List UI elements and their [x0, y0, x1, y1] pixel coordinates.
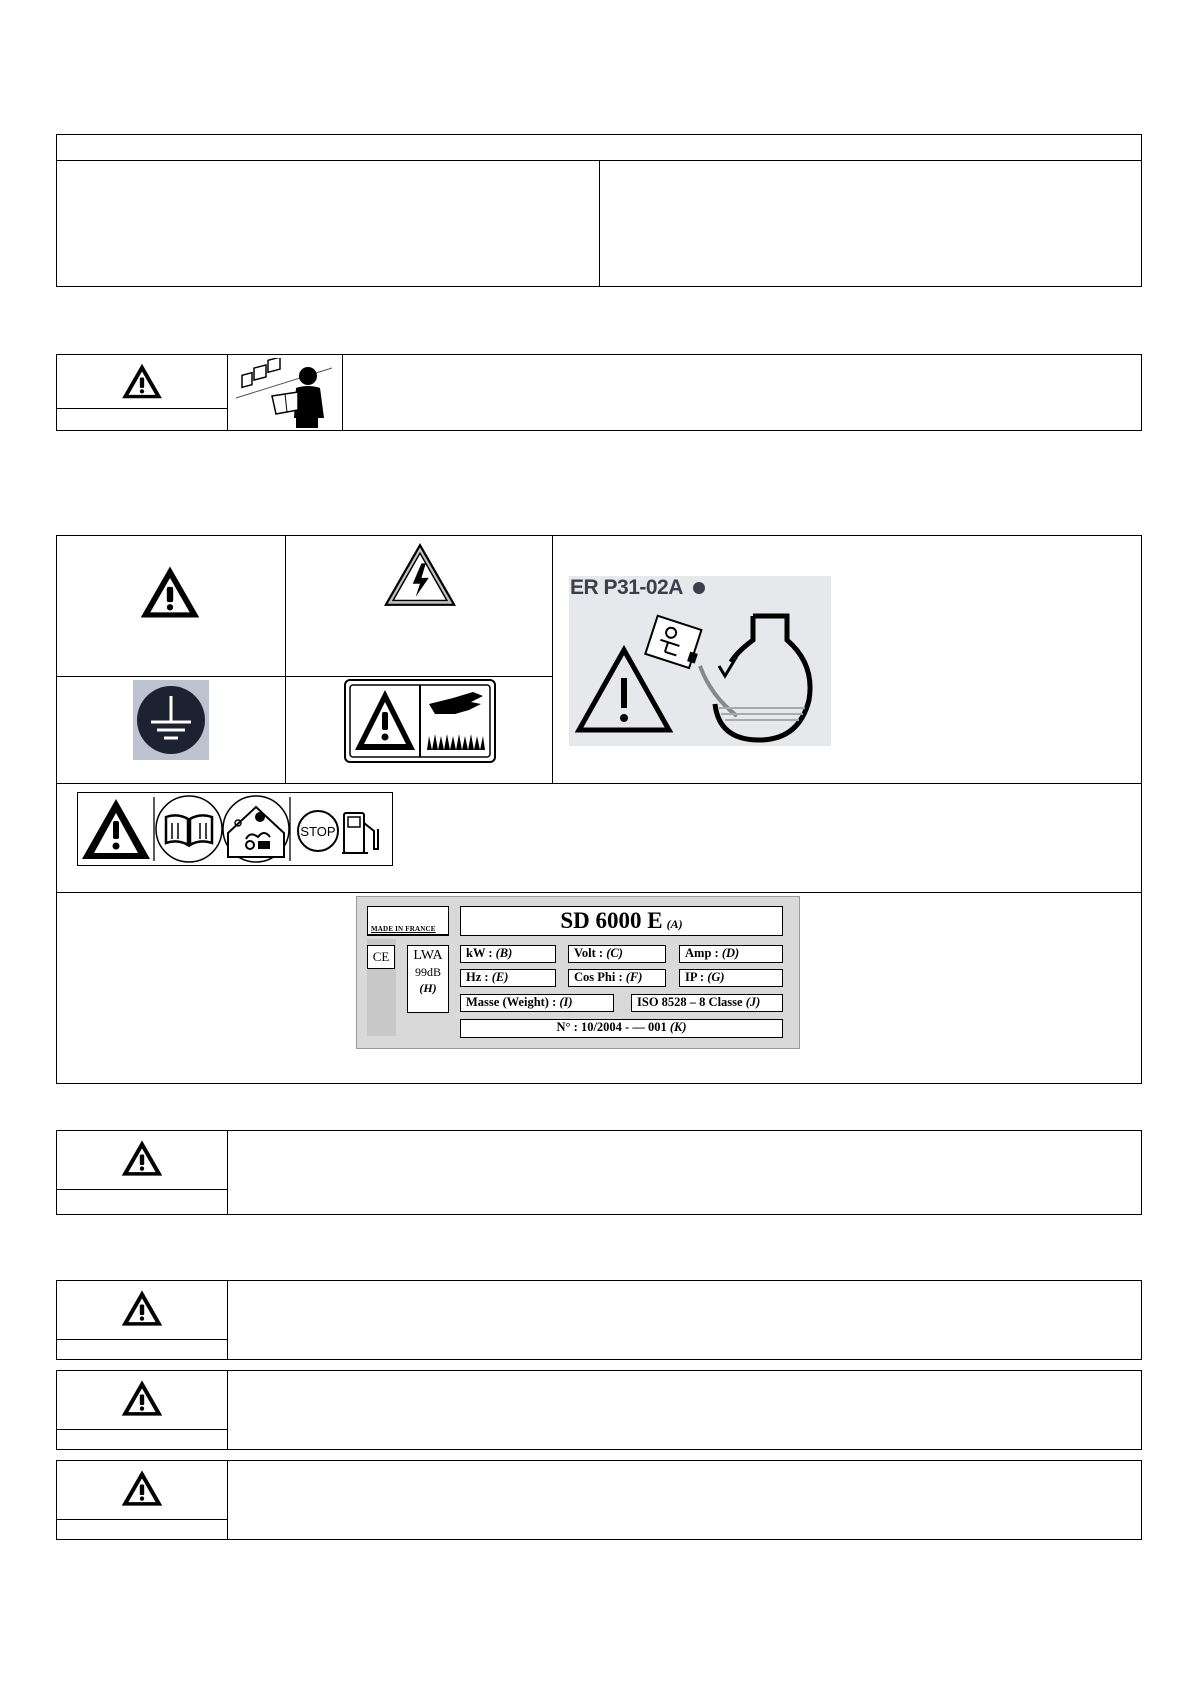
read-manual-icon [156, 796, 222, 862]
hz-cell [460, 969, 556, 987]
amp-ref: (D) [721, 946, 740, 960]
er-label-code: ER P31-02A [570, 576, 683, 599]
warning-triangle-icon [120, 1468, 164, 1508]
ip-label: IP : [685, 970, 705, 984]
cosphi-cell [568, 969, 666, 987]
cell-divider [342, 354, 343, 431]
warning-row-1 [56, 354, 1142, 431]
cell-divider [56, 1429, 227, 1430]
kw-label: kW : [466, 946, 493, 960]
warning-row-5 [56, 1460, 1142, 1540]
cell-divider [227, 1280, 228, 1360]
ip-ref: (G) [707, 970, 725, 984]
warning-triangle-icon [120, 1138, 164, 1178]
lwa-label: LWA [413, 948, 443, 963]
amp-cell [679, 945, 783, 963]
stop-before-refuel-icon [298, 811, 378, 853]
volt-ref: (C) [606, 946, 623, 960]
warning-row-3 [56, 1280, 1142, 1360]
high-voltage-icon [383, 543, 457, 607]
serial-cell [460, 1019, 783, 1038]
cell-divider [56, 1339, 227, 1340]
lwa-ref: (H) [419, 981, 437, 995]
warning-triangle-icon [120, 362, 164, 400]
ip-cell [679, 969, 783, 987]
cosphi-ref: (F) [625, 970, 643, 984]
volt-label: Volt : [574, 946, 604, 960]
cell-divider [56, 892, 1142, 893]
cell-divider [56, 783, 1142, 784]
cell-divider [285, 535, 286, 783]
made-in-france-label: MADE IN FRANCE [371, 925, 436, 933]
hot-surface-icon [343, 678, 497, 764]
hz-label: Hz : [466, 970, 489, 984]
cell-divider [56, 408, 227, 409]
warning-row-4 [56, 1370, 1142, 1450]
cell-divider [56, 1519, 227, 1520]
kw-ref: (B) [495, 946, 513, 960]
model-ref: (A) [666, 917, 683, 931]
header-table-column-divider [599, 160, 600, 287]
oil-level-label [569, 576, 831, 746]
cell-divider [227, 1460, 228, 1540]
warning-triangle-icon [120, 1378, 164, 1418]
masse-cell [460, 994, 614, 1012]
model-name: SD 6000 E [560, 908, 663, 933]
made-in-france-box [367, 906, 449, 936]
rating-plate [356, 896, 800, 1049]
warning-triangle-icon [120, 1288, 164, 1328]
er-label-dot-icon [693, 582, 705, 594]
operator-reading-manual-icon [232, 358, 338, 428]
cell-divider [227, 1370, 228, 1450]
masse-ref: (I) [559, 995, 573, 1009]
hz-ref: (E) [491, 970, 509, 984]
ce-mark-box [367, 945, 395, 969]
volt-cell [568, 945, 666, 963]
warning-triangle-icon [82, 799, 150, 859]
warning-row-2 [56, 1130, 1142, 1215]
ce-mark: CE [372, 949, 390, 964]
lwa-value: 99dB [414, 965, 441, 979]
iso-ref: (J) [745, 995, 761, 1009]
cosphi-label: Cos Phi : [574, 970, 623, 984]
iso-cell [631, 994, 783, 1012]
cell-divider [552, 535, 553, 783]
model-title-box [460, 906, 783, 936]
serial-label: N° : 10/2004 - — 001 [556, 1020, 667, 1034]
safety-icon-strip [77, 792, 393, 866]
kw-cell [460, 945, 556, 963]
cell-divider [227, 354, 228, 431]
amp-label: Amp : [685, 946, 719, 960]
cell-divider [56, 1189, 227, 1190]
serial-ref: (K) [669, 1020, 687, 1034]
warning-triangle-icon [138, 564, 202, 620]
iso-label: ISO 8528 – 8 Classe [637, 995, 743, 1009]
cell-divider [227, 1130, 228, 1215]
toxic-fumes-icon [223, 796, 289, 862]
masse-label: Masse (Weight) : [466, 995, 557, 1009]
lwa-box [407, 945, 449, 1013]
oil-check-icon [569, 600, 831, 746]
earth-ground-icon [133, 680, 209, 760]
svg-text:STOP: STOP [300, 824, 336, 839]
